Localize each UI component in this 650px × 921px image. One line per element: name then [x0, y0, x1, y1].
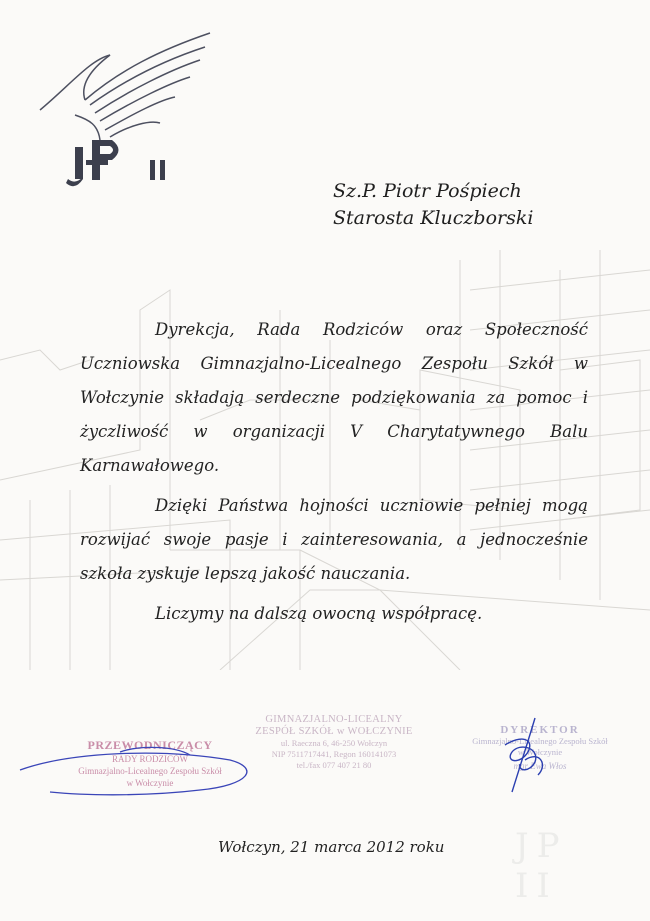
- stamp-line: tel./fax 077 407 21 80: [296, 760, 372, 770]
- parents-council-stamp: [45, 738, 255, 789]
- stamp-line: DYREKTOR: [500, 724, 580, 736]
- stamp-line: Gimnazjalno-Licealnego Zespołu Szkół: [472, 736, 608, 746]
- addressee-block: [333, 178, 633, 232]
- director-stamp: [450, 724, 630, 771]
- stamp-line: Gimnazjalno-Licealnego Zespołu Szkół: [78, 766, 222, 776]
- closing-paragraph: Liczymy na dalszą owocną współpracę.: [155, 604, 483, 623]
- jp2-logo: [30, 25, 230, 195]
- body-paragraph: Dzięki Państwa hojności uczniowie pełniej mogą rozwijać swoje pasje i zainteresowania, a jednocześnie szkoła zyskuje lepszą jakość nauczania.: [80, 496, 588, 583]
- stamp-line: mgr Ewa Włos: [513, 761, 567, 771]
- stamp-line: PRZEWODNICZĄCY: [87, 738, 213, 752]
- stamp-line: GIMNAZJALNO-LICEALNY: [265, 714, 403, 725]
- jp2-watermark: [515, 826, 625, 906]
- body-paragraph: Dyrekcja, Rada Rodziców oraz Społeczność Uczniowska Gimnazjalno-Licealnego Zespołu Szkół w Wołczynie składają serdeczne podziękowania za pomoc i życzliwość w organizacji V Charytatywnego Balu Karnawałowego.: [80, 320, 588, 475]
- stamp-line: NIP 7511717441, Regon 160141073: [271, 749, 397, 759]
- stamp-line: w Wołczynie: [126, 778, 174, 788]
- watermark-text: JP II: [515, 826, 568, 906]
- stamp-line: RADY RODZICÓW: [112, 754, 188, 764]
- stamp-line: ZESPÓŁ SZKÓŁ w WOŁCZYNIE: [255, 726, 413, 737]
- school-stamp: [250, 714, 418, 771]
- stamp-line: ul. Raeczna 6, 46-250 Wołczyn: [280, 738, 388, 748]
- addressee-title: Starosta Kluczborski: [333, 207, 534, 229]
- letter-body: [80, 313, 588, 637]
- place-and-date: Wołczyn, 21 marca 2012 roku: [218, 838, 445, 856]
- addressee-name: Sz.P. Piotr Pośpiech: [333, 180, 522, 202]
- stamp-line: w Wołczynie: [517, 747, 563, 757]
